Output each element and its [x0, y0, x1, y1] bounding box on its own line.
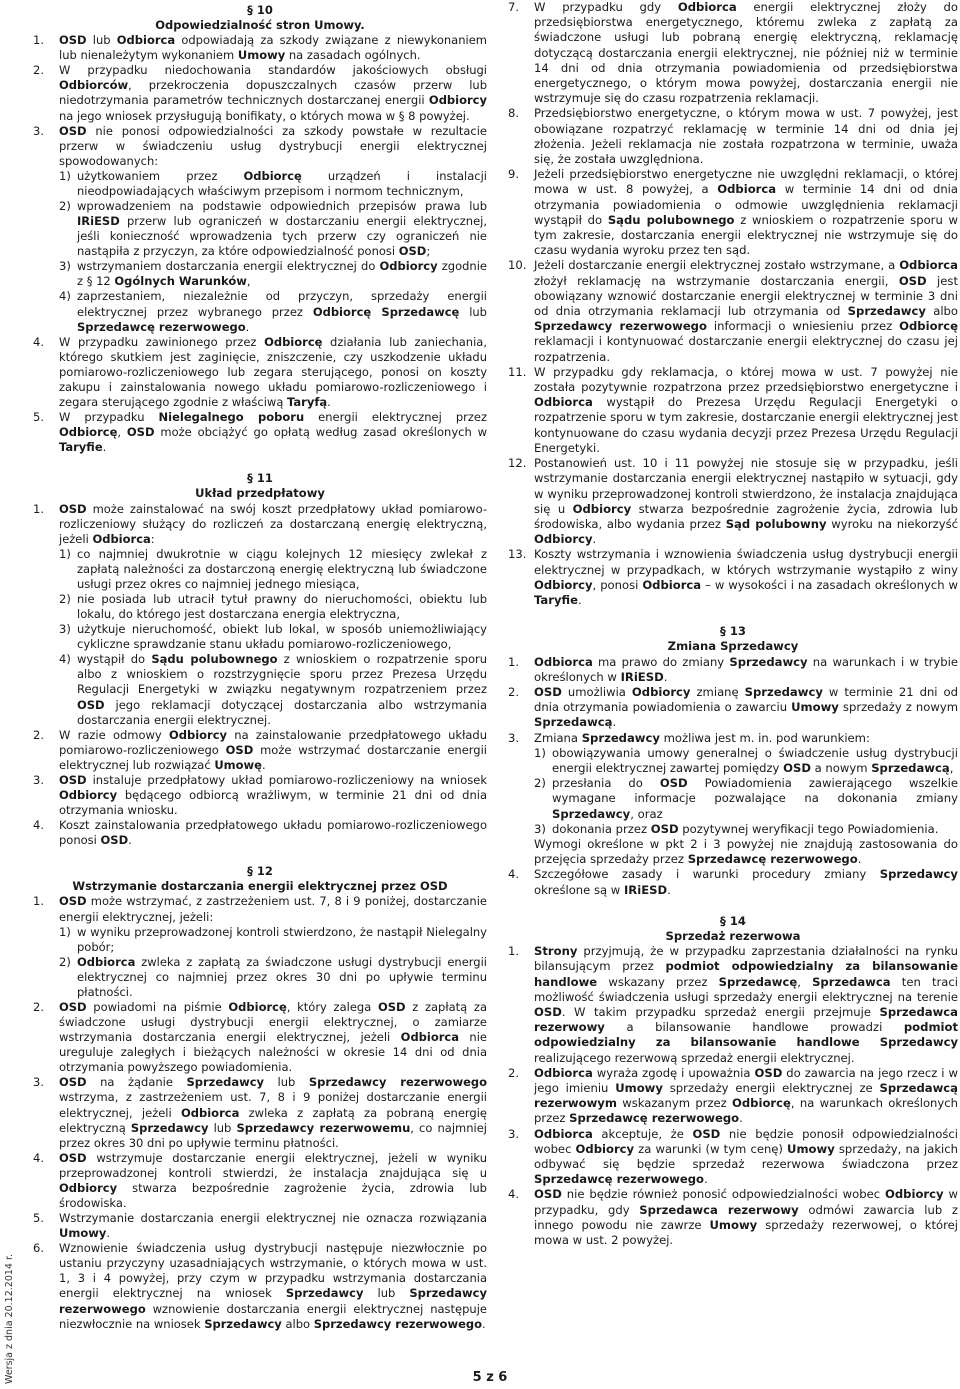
section-14-item-1: 1. Strony przyjmują, że w przypadku zaprzestania działalności na rynku bilansującym przez podmiot odpowiedzialny za bilansowanie handlowe wskazany przez Sprzedawcę, Sprzedawca ten traci możliwość świadczenia usługi sprzedaży energii elektrycznej na terenie OSD. W takim przypadku sprzedaż energii przejmuje Sprzedawca rezerwowy a bilansowanie handlowe prowadzi podmiot odpowiedzialny za bilansowanie handlowe Sprzedawcy realizującego rezerwową sprzedaż energii elektrycznej. [508, 944, 958, 1065]
section-10-item-3: 3. OSD nie ponosi odpowiedzialności za szkody powstałe w rezultacie przerw w świadczeniu usług dystrybucji energii elektrycznej spowodowanych: [33, 123, 487, 168]
section-11-item-1-point-4: 4) wystąpił do Sądu polubownego z wnioskiem o rozpatrzenie sporu albo z wnioskiem o rozstrzygnięcie sporu przez Prezesa Urzędu Regulacji Energetyki w związku negatywnym rozpatrzeniem przez OSD jego reklamacji dotyczącej dostarczania albo wstrzymania dostarczania energii elektrycznej. [59, 652, 487, 727]
section-12-item-3: 3. OSD na żądanie Sprzedawcy lub Sprzedawcy rezerwowego wstrzyma, z zastrzeżeniem ust. 7, 8 i 9 poniżej dostarczanie energii elektrycznej, jeżeli Odbiorca zwleka z zapłatą za pobraną energię elektryczną Sprzedawcy lub Sprzedawcy rezerwowemu, co najmniej przez okres 30 dni po upływie terminu płatności. [33, 1075, 488, 1150]
section-12-item-13: 13. Koszty wstrzymania i wznowienia świadczenia usług dystrybucji energii elektrycznej w przypadkach, w których wstrzymanie wystąpiło z winy Odbiorcy, ponosi Odbiorca – w wysokości i na zasadach określonych w Taryfie. [508, 547, 958, 607]
section-11-item-1-point-1: 1) co najmniej dwukrotnie w ciągu kolejnych 12 miesięcy zwlekał z zapłatą należności za dostarczoną energię elektryczną lub świadczone usługi przez okres co najmniej jednego miesiąca, [59, 546, 487, 591]
section-12-item-6: 6. Wznowienie świadczenia usług dystrybucji następuje niezwłocznie po ustaniu przyczyny uzasadniających wstrzymanie, o których mowa w ust. 1, 3 i 4 powyżej, przy czym w przypadku wstrzymania dostarczania energii elektrycznej na wniosek Sprzedawcy lub Sprzedawcy rezerwowego wznowienie dostarczania energii elektrycznej następuje niezwłocznie na wniosek Sprzedawcy albo Sprzedawcy rezerwowego. [33, 1241, 487, 1331]
section-10-item-3-point-1: 1) użytkowaniem przez Odbiorcę urządzeń i instalacji nieodpowiadających właściwym przepisom i normom technicznym, [59, 168, 487, 198]
section-12-item-2: 2. OSD powiadomi na piśmie Odbiorcę, który zalega OSD z zapłatą za świadczone usługi dystrybucji energii elektrycznej, o zamiarze wstrzymania dostarczania energii elektrycznej, jeżeli Odbiorca nie ureguluje zaległych i bieżących należności w okresie 14 dni od dnia otrzymania powyższego powiadomienia. [33, 1000, 487, 1075]
section-13-item-3-point-2: 2) przesłania do OSD Powiadomienia zawierającego wszelkie wymagane informacje pozwalające na dokonania zmiany Sprzedawcy, oraz [534, 776, 958, 821]
section-10-item-3-point-4: 4) zaprzestaniem, niezależnie od przyczyn, sprzedaży energii elektrycznej przez wybranego przez Odbiorcę Sprzedawcę lub Sprzedawcę rezerwowego. [59, 289, 487, 334]
section-10-item-1: 1. OSD lub Odbiorca odpowiadają za szkody związane z niewykonaniem lub nienależytym wykonaniem Umowy na zasadach ogólnych. [33, 33, 487, 63]
left-column [33, 0, 487, 1332]
section-13-item-4: 4. Szczegółowe zasady i warunki procedury zmiany Sprzedawcy określone są w IRiESD. [508, 867, 958, 897]
section-14-item-3: 3. Odbiorca akceptuje, że OSD nie będzie ponosił odpowiedzialności wobec Odbiorcy za warunki (w tym cenę) Umowy sprzedaży, na jakich odbywać się będzie sprzedaż rezerwowa świadczona przez Sprzedawcę rezerwowego. [508, 1126, 958, 1187]
section-12-item-1-point-2: 2) Odbiorca zwleka z zapłatą za świadczone usługi dystrybucji energii elektrycznej co najmniej przez okres 30 dni po upływie terminu płatności. [59, 954, 487, 999]
section-13-item-3-point-1: 1) obowiązywania umowy generalnej o świadczenie usług dystrybucji energii elektrycznej zawartej pomiędzy OSD a nowym Sprzedawcą, [534, 745, 958, 775]
section-10-item-2: 2. W przypadku niedochowania standardów jakościowych obsługi Odbiorców, przekroczenia dopuszczalnych czasów przerw lub niedotrzymania parametrów technicznych dostarczanej energii Odbiorcy na jego wniosek przysługują bonifikaty, o których mowa w § 8 powyżej. [33, 63, 487, 123]
section-11-item-2: 2. W razie odmowy Odbiorcy na zainstalowanie przedpłatowego układu pomiarowo-rozliczeniowego OSD może wstrzymać dostarczanie energii elektrycznej lub rozwiązać Umowę. [33, 727, 488, 772]
section-11-item-1-point-2: 2) nie posiada lub utracił tytuł prawny do nieruchomości, obiektu lub lokalu, do którego jest dostarczana energia elektryczna, [59, 591, 487, 622]
section-14-item-4: 4. OSD nie będzie również ponosić odpowiedzialności wobec Odbiorcy w przypadku, gdy Sprzedawca rezerwowy odmówi zawarcia lub z innego powodu nie zawrze Umowy sprzedaży rezerwowej, o której mowa w ust. 2 powyżej. [508, 1187, 958, 1248]
section-12-heading: § 12 Wstrzymanie dostarczania energii elektrycznej przez OSD [72, 864, 448, 894]
section-10-item-3-point-3: 3) wstrzymaniem dostarczania energii elektrycznej do Odbiorcy zgodnie z § 12 Ogólnych Warunków, [59, 259, 487, 289]
section-12-item-1-point-1: 1) w wyniku przeprowadzonej kontroli stwierdzono, że nastąpił Nielegalny pobór; [59, 924, 487, 954]
section-12-item-1: 1. OSD może wstrzymać, z zastrzeżeniem ust. 7, 8 i 9 poniżej, dostarczanie energii elektrycznej, jeżeli: [33, 894, 487, 924]
section-11-item-3: 3. OSD instaluje przedpłatowy układ pomiarowo-rozliczeniowy na wniosek Odbiorcy będącego odbiorcą wrażliwym, w terminie 21 dni od dnia otrzymania wniosku. [33, 772, 487, 818]
section-11-item-1: 1. OSD może zainstalować na swój koszt przedpłatowy układ pomiarowo-rozliczeniowy służący do rozliczeń za dostarczaną energię elektryczną, jeżeli Odbiorca: [33, 501, 487, 546]
section-12-item-8: 8. Przedsiębiorstwo energetyczne, o którym mowa w ust. 7 powyżej, jest obowiązane rozpatrzyć reklamację w terminie 14 dni od dnia jej złożenia. Jeżeli reklamacja nie została rozpatrzona w terminie, uważa się, że została uwzględniona. [508, 106, 958, 167]
section-11-item-1-point-3: 3) użytkuje nieruchomość, obiekt lub lokal, w sposób uniemożliwiający cykliczne sprawdzanie stanu układu pomiarowo-rozliczeniowego, [59, 622, 487, 652]
section-10-item-3-point-2: 2) wprowadzeniem na podstawie odpowiednich przepisów prawa lub IRiESD przerw lub ograniczeń w dostarczaniu energii elektrycznej, jeśli konieczność wprowadzenia tych przerw czy ograniczeń nie nastąpiła z przyczyn, za które odpowiedzialność ponosi OSD; [59, 199, 487, 259]
section-14-item-2: 2. Odbiorca wyraża zgodę i upoważnia OSD do zawarcia na jego rzecz i w jego imieniu Umowy sprzedaży energii elektrycznej ze Sprzedawcą rezerwowym wskazanym przez Odbiorcę, na warunkach określonych przez Sprzedawcę rezerwowego. [508, 1065, 958, 1126]
section-13-item-3: 3. Zmiana Sprzedawcy możliwa jest m. in. pod warunkiem: [508, 730, 870, 745]
section-10-item-5: 5. W przypadku Nielegalnego poboru energii elektrycznej przez Odbiorcę, OSD może obciążyć go opłatą według zasad określonych w Taryfie. [33, 410, 488, 455]
section-13-item-1: 1. Odbiorca ma prawo do zmiany Sprzedawcy na warunkach i w trybie określonych w IRiESD. [508, 654, 959, 684]
page-number: 5 z 6 [472, 1370, 508, 1385]
section-12-item-5: 5. Wstrzymanie dostarczania energii elektrycznej nie oznacza rozwiązania Umowy. [33, 1211, 487, 1241]
section-11-heading: § 11 Układ przedpłatowy [195, 471, 325, 501]
section-10-item-4: 4. W przypadku zawinionego przez Odbiorcę działania lub zaniechania, którego skutkiem jest zaginięcie, zniszczenie, czy uszkodzenie układu pomiarowo-rozliczeniowego lub zegara sterującego, ponosi on koszty zakupu i zainstalowania nowego układu pomiarowo-rozliczeniowego i zegara sterującego zgodnie z właściwą Taryfą. [33, 334, 487, 410]
section-11-item-4: 4. Koszt zainstalowania przedpłatowego układu pomiarowo-rozliczeniowego ponosi OSD. [33, 818, 487, 848]
section-12-item-4: 4. OSD wstrzymuje dostarczanie energii elektrycznej, jeżeli w wyniku przeprowadzonej kontroli stwierdzi, że instalacja znajdująca się u Odbiorcy stwarza bezpośrednie zagrożenie życia, zdrowia lub środowiska. [33, 1150, 487, 1211]
section-13-item-2: 2. OSD umożliwia Odbiorcy zmianę Sprzedawcy w terminie 21 dni od dnia otrzymania powiadomienia o zawarciu Umowy sprzedaży z nowym Sprzedawcą. [508, 684, 958, 730]
section-12-item-11: 11. W przypadku gdy reklamacja, o której mowa w ust. 7 powyżej nie została pozytywnie rozpatrzona przez przedsiębiorstwo energetyczne i Odbiorca wystąpił do Prezesa Urzędu Regulacji Energetyki o rozpatrzenie sporu w tym zakresie, dostarczanie energii elektrycznej jest kontynuowane do czasu wydania decyzji przez Prezesa Urzędu Regulacji Energetyki. [508, 364, 958, 455]
document-version: Wersja z dnia 20.12.2014 r. [4, 1253, 15, 1384]
section-12-item-10: 10. Jeżeli dostarczanie energii elektrycznej zostało wstrzymane, a Odbiorca złożył reklamację na wstrzymanie dostarczania energii, OSD jest obowiązany wznowić dostarczanie energii elektrycznej w terminie 3 dni od dnia otrzymania reklamacji lub otrzymania od Sprzedawcy albo Sprzedawcy rezerwowego informacji o wniesieniu przez Odbiorcę reklamacji i kontynuować dostarczanie energii elektrycznej do czasu jej rozpatrzenia. [508, 258, 959, 364]
section-14-heading: § 14 Sprzedaż rezerwowa [665, 913, 801, 943]
section-13-heading: § 13 Zmiana Sprzedawcy [667, 624, 799, 654]
section-10-heading: § 10 Odpowiedzialność stron Umowy. [155, 3, 365, 33]
section-13-item-3-tail: Wymogi określone w pkt 2 i 3 powyżej nie znajdują zastosowania do przejęcia sprzedaży przez Sprzedawcę rezerwowego. [534, 836, 958, 867]
section-12-item-9: 9. Jeżeli przedsiębiorstwo energetyczne nie uwzględni reklamacji, o której mowa w ust. 8 powyżej, a Odbiorca w terminie 14 dni od dnia otrzymania powiadomienia o odmowie uwzględnienia reklamacji wystąpił do Sądu polubownego z wnioskiem o rozpatrzenie sporu w tym zakresie, dostarczania energii elektrycznej nie wstrzymuje się do czasu wydania wyroku przez ten sąd. [508, 167, 958, 258]
right-column-content [508, 0, 958, 1248]
section-13-item-3-point-3: 3) dokonania przez OSD pozytywnej weryfikacji tego Powiadomienia. [534, 821, 939, 836]
section-12-item-12: 12. Postanowień ust. 10 i 11 powyżej nie stosuje się w przypadku, jeśli wstrzymanie dostarczania energii elektrycznej nastąpiło w sytuacji, gdy w wyniku przeprowadzonej kontroli stwierdzono, że instalacja znajdująca się u Odbiorcy stwarza bezpośrednie zagrożenie życia, zdrowia lub środowiska, albo wydania przez Sąd polubowny wyroku na niekorzyść Odbiorcy. [508, 456, 959, 547]
section-12-item-7: 7. W przypadku gdy Odbiorca energii elektrycznej złoży do przedsiębiorstwa energetycznego, któremu zwleka z zapłatą za świadczone usługi lub pobraną energię elektryczną, reklamację dotyczącą dostarczania energii elektrycznej, nie później niż w terminie 14 dni od dnia otrzymania powiadomienia od przedsiębiorstwa energetycznego, o którym mowa powyżej, dostarczania energii nie wstrzymuje się do czasu rozpatrzenia reklamacji. [508, 0, 958, 106]
